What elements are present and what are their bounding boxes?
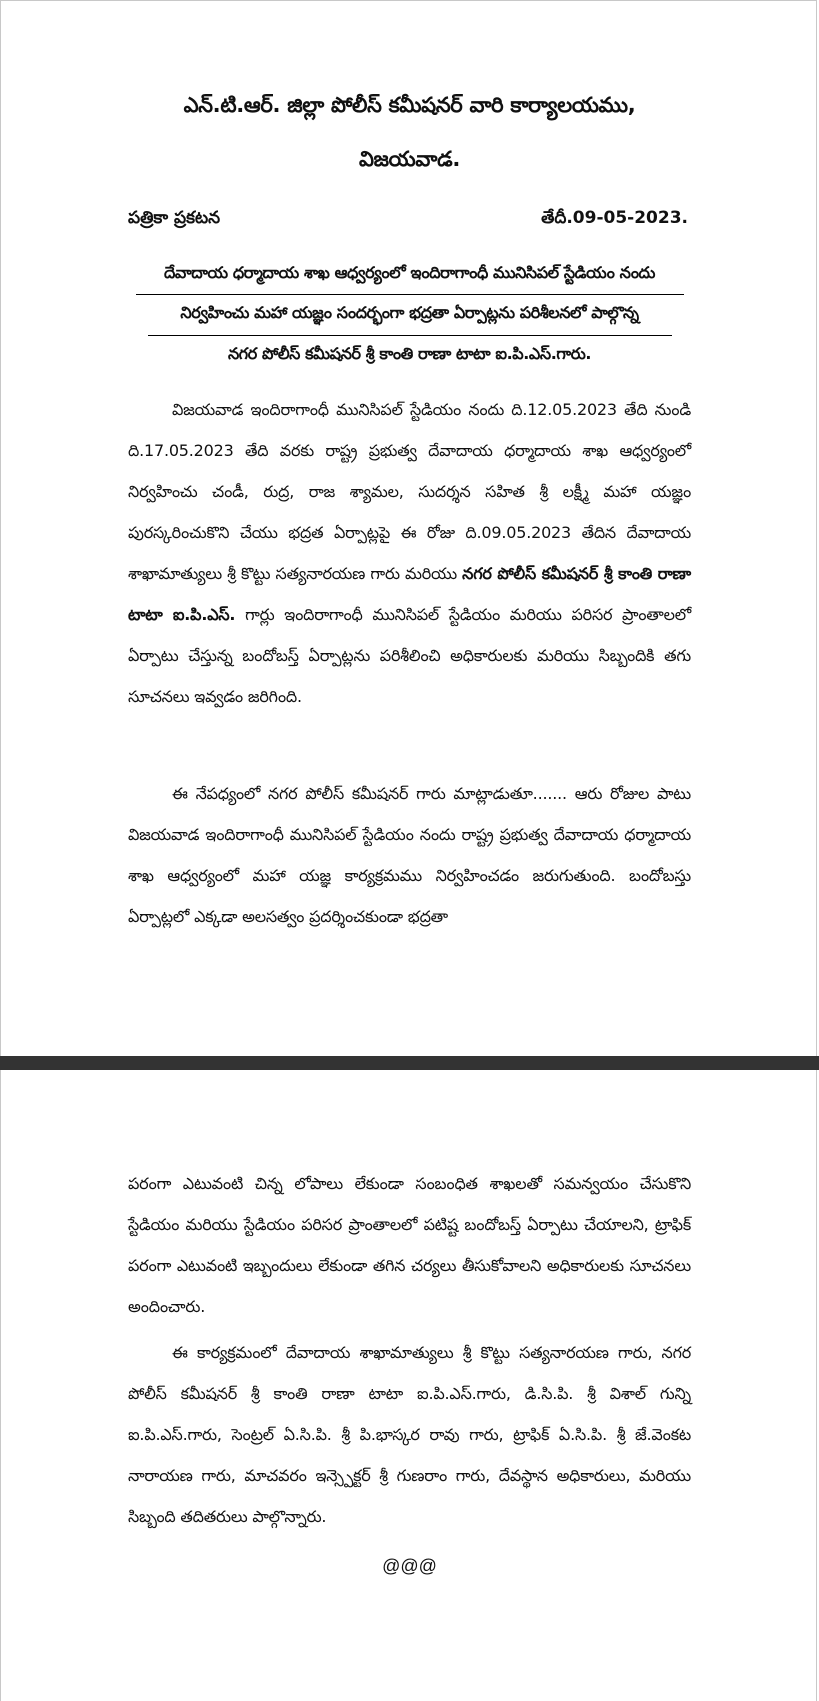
- commissioner-name-bold: నగర పోలీస్ కమీషనర్ శ్రీ కాంతి రాణా టాటా ఐ.పి.ఎస్.: [128, 564, 691, 624]
- paragraph-3-text: ఈ కార్యక్రమంలో దేవాదాయ శాఖామాత్యులు శ్రీ కొట్టు సత్యనారయణ గారు, నగర పోలీస్ కమీషనర్ శ్రీ కాంతి రాణా టాటా ఐ.పి.ఎస్.గారు, డి.సి.పి. శ్రీ విశాల్ గున్ని ఐ.పి.ఎస్.గారు, సెంట్రల్ ఏ.సి.పి. శ్రీ పి.భాస్కర రావు గారు, ట్రాఫిక్ ఏ.సి.పి. శ్రీ జే.వెంకట నారాయణ గారు, మాచవరం ఇన్స్పెక్టర్ శ్రీ గుణరాం గారు, దేవస్థాన అధికారులు, మరియు సిబ్బంది తదితరులు పాల్గొన్నారు.: [128, 1343, 691, 1526]
- paragraph-1-text-cont: గార్లు ఇందిరాగాంధీ మునిసిపల్ స్టేడియం మరియు పరిసర ప్రాంతాలలో ఏర్పాటు చేస్తున్న బందోబస్త్ ఏర్పాట్లను పరిశీలించి అధికారులకు మరియు సిబ్బందికి తగు సూచనలు ఇవ్వడం జరిగింది.: [128, 605, 691, 706]
- subject-heading: [128, 263, 691, 373]
- paragraph-1-text: విజయవాడ ఇందిరాగాంధీ మునిసిపల్ స్టేడియం నందు ది.12.05.2023 తేది నుండి ది.17.05.2023 తేది వరకు రాష్ట్ర ప్రభుత్వ దేవాదాయ ధర్మాదాయ శాఖ ఆధ్వర్యంలో నిర్వహించు చండీ, రుద్ర, రాజ శ్యామల, సుదర్శన సహిత శ్రీ లక్ష్మీ మహా యజ్ఞం పురస్కరించుకొని చేయు భద్రత ఏర్పాట్లపై ఈ రోజు ది.09.05.2023 తేదిన దేవాదాయ శాఖామాత్యులు శ్రీ కొట్టు సత్యనారయణ గారు మరియు: [128, 400, 691, 583]
- paragraph-2-continued-text: పరంగా ఎటువంటి చిన్న లోపాలు లేకుండా సంబంధిత శాఖలతో సమన్వయం చేసుకొని స్టేడియం మరియు స్టేడియం పరిసర ప్రాంతాలలో పటిష్ట బందోబస్త్ ఏర్పాటు చేయాలని, ట్రాఫిక్ పరంగా ఎటువంటి ఇబ్బందులు లేకుండా తగిన చర్యలు తీసుకోవాలని అధికారులకు సూచనలు అందించారు.: [128, 1174, 691, 1316]
- end-mark: @@@: [382, 1556, 437, 1576]
- subject-underline-1: [136, 294, 684, 295]
- office-title: ఎన్.టి.ఆర్. జిల్లా పోలీస్ కమీషనర్ వారి కార్యాలయము,: [183, 93, 636, 117]
- page-separator: [0, 1056, 819, 1070]
- paragraph-2-text: ఈ నేపధ్యంలో నగర పోలీస్ కమీషనర్ గారు మాట్లాడుతూ....... ఆరు రోజుల పాటు విజయవాడ ఇందిరాగాంధీ మునిసిపల్ స్టేడియం నందు రాష్ట్ర ప్రభుత్వ దేవాదాయ ధర్మాదాయ శాఖ ఆధ్వర్యంలో మహా యజ్ఞ కార్యక్రమము నిర్వహించడం జరుగుతుంది. బందోబస్తు ఏర్పాట్లలో ఎక్కడా అలసత్వం ప్రదర్శించకుండా భద్రతా: [128, 784, 691, 926]
- subject-line-2: నిర్వహించు మహా యజ్ఞం సందర్భంగా భద్రతా ఏర్పాట్లను పరిశీలనలో పాల్గొన్న: [180, 303, 639, 322]
- subject-line-3: నగర పోలీస్ కమీషనర్ శ్రీ కాంతి రాణా టాటా ఐ.పి.ఎస్.గారు.: [227, 344, 592, 363]
- document-page-2: [0, 1070, 817, 1701]
- press-release-label: పత్రికా ప్రకటన: [128, 208, 221, 228]
- subject-line-1: దేవాదాయ ధర్మాదాయ శాఖ ఆధ్వర్యంలో ఇందిరాగాంధీ మునిసిపల్ స్టేడియం నందు: [164, 263, 655, 282]
- office-city: విజయవాడ.: [358, 147, 460, 171]
- body-paragraph-1: [128, 389, 691, 717]
- release-date: తేదీ.09-05-2023.: [541, 208, 688, 228]
- subject-underline-2: [148, 335, 672, 336]
- body-paragraph-2: [128, 773, 691, 937]
- body-paragraph-3: [128, 1332, 691, 1537]
- body-paragraph-2-continued: [128, 1163, 691, 1327]
